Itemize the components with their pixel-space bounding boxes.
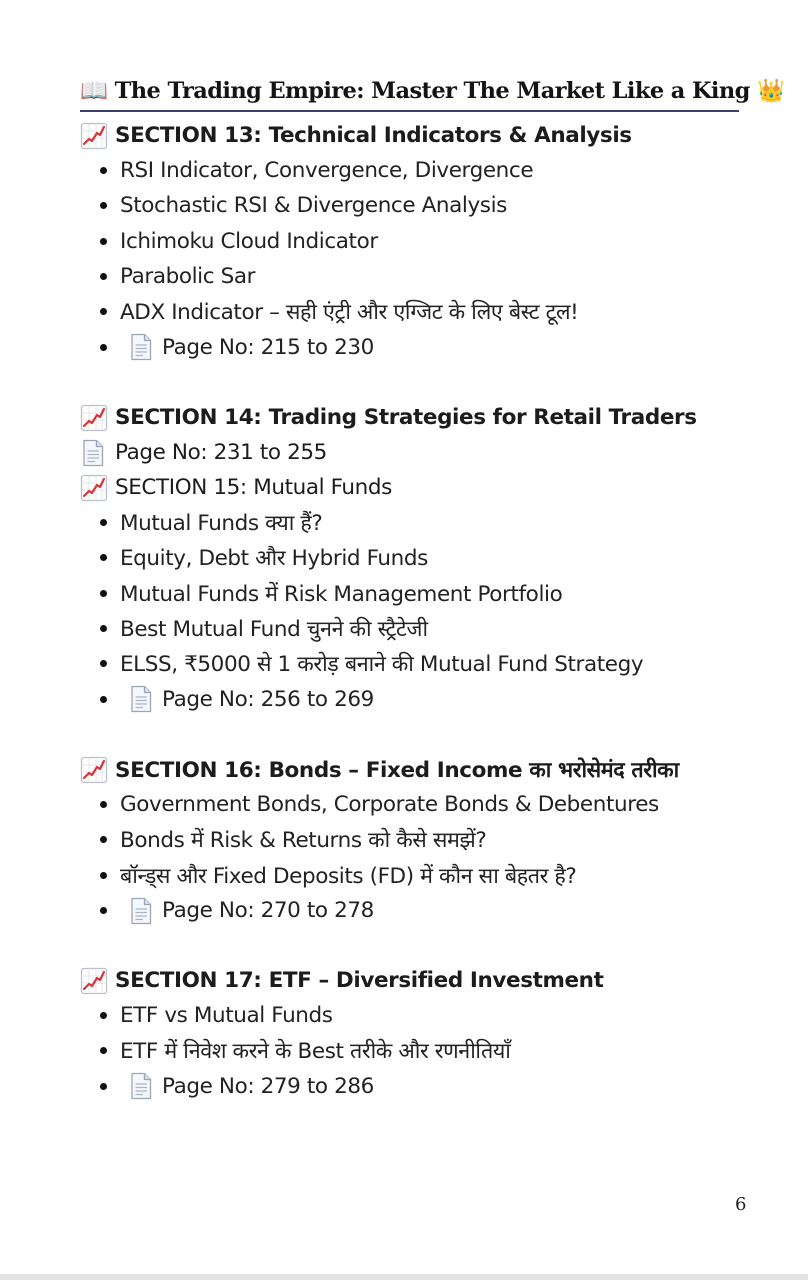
page-range-item — [80, 1069, 780, 1104]
page-facing-up-icon — [80, 439, 106, 467]
list-item — [80, 540, 780, 575]
list-item-text: Equity, Debt और Hybrid Funds — [120, 546, 428, 572]
page-range-text: Page No: 231 to 255 — [115, 440, 327, 465]
page-range-item — [80, 681, 780, 716]
section-heading — [80, 963, 780, 998]
bullet-icon — [100, 836, 107, 843]
bullet-icon — [100, 590, 107, 597]
bullet-icon — [100, 273, 107, 280]
bullet-icon — [100, 554, 107, 561]
bullet-icon — [100, 238, 107, 245]
bullet-icon — [100, 308, 107, 315]
bullet-icon — [100, 344, 107, 351]
page-facing-up-icon — [128, 333, 154, 361]
section-13 — [80, 118, 780, 365]
list-item-text: बॉन्ड्स और Fixed Deposits (FD) में कौन सा बेहतर है? — [120, 863, 577, 889]
page-facing-up-icon — [128, 685, 154, 713]
bullet-icon — [100, 1012, 107, 1019]
section-16 — [80, 752, 780, 928]
page-range-text: Page No: 270 to 278 — [162, 898, 374, 924]
section-heading — [80, 470, 780, 505]
list-item — [80, 224, 780, 259]
list-item — [80, 998, 780, 1033]
list-item — [80, 505, 780, 540]
page-range-text: Page No: 279 to 286 — [162, 1073, 374, 1099]
chart-increasing-icon — [80, 404, 108, 432]
list-item-text: ETF में निवेश करने के Best तरीके और रणनीतियाँ — [120, 1039, 511, 1065]
page-range-text: Page No: 256 to 269 — [162, 686, 374, 712]
list-item — [80, 822, 780, 857]
list-item-text: ELSS, ₹5000 से 1 करोड़ बनाने की Mutual Fund Strategy — [120, 652, 644, 678]
list-item-text: ETF vs Mutual Funds — [120, 1003, 333, 1029]
section-title: SECTION 14: Trading Strategies for Retail Traders — [115, 405, 697, 430]
list-item — [80, 259, 780, 294]
list-item-text: Mutual Funds क्या हैं? — [120, 511, 323, 537]
page-range-item — [80, 329, 780, 364]
section-14 — [80, 400, 780, 470]
list-item-text: ADX Indicator – सही एंट्री और एग्जिट के लिए बेस्ट टूल! — [120, 300, 579, 326]
section-heading — [80, 118, 780, 153]
bullet-icon — [100, 660, 107, 667]
section-title: SECTION 16: Bonds – Fixed Income का भरोसेमंद तरीका — [115, 758, 679, 783]
bullet-icon — [100, 1047, 107, 1054]
bullet-icon — [100, 907, 107, 914]
bullet-icon — [100, 202, 107, 209]
section-17 — [80, 963, 780, 1104]
page-title: 📖 The Trading Empire: Master The Market Like a King 👑 — [80, 78, 785, 104]
list-item-text: RSI Indicator, Convergence, Divergence — [120, 158, 534, 184]
bullet-icon — [100, 801, 107, 808]
page-facing-up-icon — [128, 897, 154, 925]
list-item-text: Best Mutual Fund चुनने की स्ट्रैटेजी — [120, 617, 428, 643]
chart-increasing-icon — [80, 756, 108, 784]
bullet-icon — [100, 519, 107, 526]
list-item — [80, 294, 780, 329]
page-number: 6 — [735, 1194, 747, 1215]
bullet-icon — [100, 872, 107, 879]
section-15 — [80, 470, 780, 717]
section-title: SECTION 15: Mutual Funds — [115, 475, 392, 500]
page-range-text: Page No: 215 to 230 — [162, 334, 374, 360]
bullet-icon — [100, 1083, 107, 1090]
page-edge-divider — [0, 1274, 808, 1280]
bullet-icon — [100, 167, 107, 174]
list-item — [80, 858, 780, 893]
list-item — [80, 1033, 780, 1068]
page-range-item — [80, 893, 780, 928]
section-heading — [80, 400, 780, 435]
chart-increasing-icon — [80, 967, 108, 995]
chart-increasing-icon — [80, 122, 108, 150]
list-item-text: Parabolic Sar — [120, 264, 256, 290]
list-item-text: Ichimoku Cloud Indicator — [120, 228, 378, 254]
list-item-text: Stochastic RSI & Divergence Analysis — [120, 193, 507, 219]
bullet-icon — [100, 625, 107, 632]
list-item-text: Bonds में Risk & Returns को कैसे समझें? — [120, 828, 487, 854]
page-range-line — [80, 435, 780, 470]
chart-increasing-icon — [80, 474, 108, 502]
page-header — [80, 74, 785, 112]
list-item — [80, 188, 780, 223]
bullet-icon — [100, 696, 107, 703]
section-title: SECTION 17: ETF – Diversified Investment — [115, 968, 604, 993]
list-item — [80, 576, 780, 611]
list-item — [80, 646, 780, 681]
list-item — [80, 611, 780, 646]
list-item-text: Government Bonds, Corporate Bonds & Debentures — [120, 792, 659, 818]
list-item — [80, 787, 780, 822]
page-facing-up-icon — [128, 1072, 154, 1100]
section-heading — [80, 752, 780, 787]
section-title: SECTION 13: Technical Indicators & Analysis — [115, 123, 632, 148]
list-item-text: Mutual Funds में Risk Management Portfolio — [120, 581, 563, 607]
list-item — [80, 153, 780, 188]
